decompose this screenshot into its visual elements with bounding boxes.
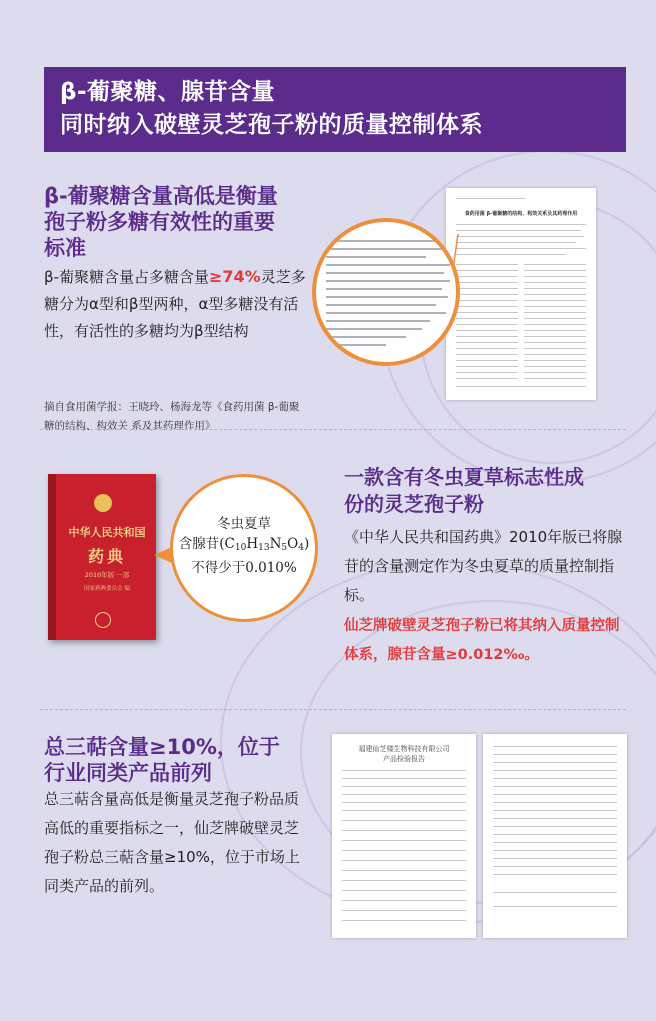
inspection-report-page2 xyxy=(483,734,627,938)
section1-title-line3: 标准 xyxy=(44,236,86,260)
section1-body-post: 灵芝多糖分为α型和β型两种，α型多糖没有活性，有活性的多糖均为β型结构 xyxy=(44,268,306,340)
bubble-line2: 含腺苷$(C_{10}H_{13}N_5O_4)$ xyxy=(178,536,310,553)
section1-body xyxy=(44,263,306,345)
section3-title-line2: 行业同类产品前列 xyxy=(44,761,212,785)
section-divider xyxy=(40,709,626,710)
section2-body: 《中华人民共和国药典》2010年版已将腺苷的含量测定作为冬虫夏草的质量控制指标。 xyxy=(344,528,623,604)
bubble-line1: 冬虫夏草 xyxy=(217,516,271,532)
section1-source: 摘自食用菌学报：王晓玲、杨海龙等《食药用菌 β-葡聚糖的结构、构效关 系及其药理作用》 xyxy=(44,401,300,432)
inspection-report-page1 xyxy=(332,734,476,938)
section2-highlight: 仙芝牌破壁灵芝孢子粉已将其纳入质量控制体系，腺苷含量≥0.012‰。 xyxy=(344,618,620,663)
magnifier-circle xyxy=(312,218,460,366)
banner-title-line2: 同时纳入破壁灵芝孢子粉的质量控制体系 xyxy=(60,112,483,138)
section1-title-line2: 孢子粉多糖有效性的重要 xyxy=(44,210,275,234)
book-publisher: 国家药典委员会 编 xyxy=(84,586,130,592)
report-name: 产品检验报告 xyxy=(383,755,425,763)
book-title-small: 中华人民共和国 xyxy=(68,526,146,539)
pharmacopoeia-book-image xyxy=(48,474,156,640)
section2-title-line2: 份的灵芝孢子粉 xyxy=(344,492,484,516)
banner-title-line1: β-葡聚糖、腺苷含量 xyxy=(60,79,276,105)
section2-title-line1: 一款含有冬虫夏草标志性成 xyxy=(344,465,584,489)
book-edition: 2010年版 一部 xyxy=(84,571,130,579)
report-company: 福建仙芝楼生物科技有限公司 xyxy=(358,745,450,753)
section3-body: 总三萜含量高低是衡量灵芝孢子粉品质高低的重要指标之一，仙芝牌破壁灵芝孢子粉总三萜含量≥10%，位于市场上同类产品的前列。 xyxy=(44,790,300,895)
section2-title xyxy=(344,464,634,518)
publisher-seal-icon xyxy=(95,612,111,628)
quote-bubble xyxy=(170,474,318,622)
section1-title-line1: β-葡聚糖含量高低是衡量 xyxy=(44,184,278,208)
book-title-big: 药典 xyxy=(87,547,126,566)
national-emblem-icon xyxy=(94,494,112,512)
header-banner xyxy=(44,67,626,152)
journal-paper-title: 食药用菌 β-葡聚糖的结构、构效关系及其药理作用 xyxy=(464,211,578,217)
section1-body-highlight: ≥74% xyxy=(209,267,261,286)
section-divider xyxy=(40,429,626,430)
section3-title-line1: 总三萜含量≥10%，位于 xyxy=(44,735,280,759)
section1-title xyxy=(44,183,314,261)
section3-title xyxy=(44,734,314,786)
bubble-line3: 不得少于0.010% xyxy=(191,560,297,576)
section1-body-pre: β-葡聚糖含量占多糖含量 xyxy=(44,268,209,286)
